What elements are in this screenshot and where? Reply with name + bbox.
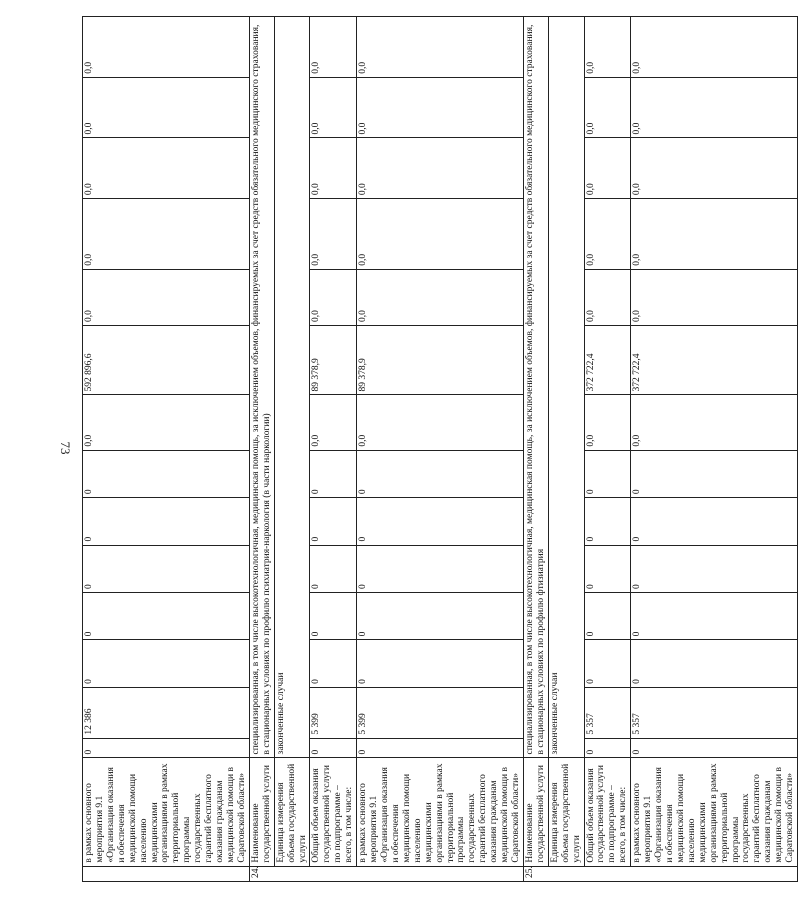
row-label: Наименование государственной услуги [523, 758, 548, 866]
value-cell: 0 [310, 450, 357, 497]
value-cell: 0 [584, 592, 631, 639]
row-label: Единица измерения объема государственной услуги [274, 758, 310, 866]
value-cell: 0,0 [310, 138, 357, 199]
row-label: Наименование государственной услуги [249, 758, 274, 866]
value-cell: 0 [310, 640, 357, 687]
value-cell: 5 357 [584, 687, 631, 738]
value-cell: 0,0 [631, 199, 798, 270]
row-label: Общий объем оказания государственной услуги по подпрограмме – всего, в том числе: [584, 758, 631, 866]
unit-value: законченные случаи [548, 17, 584, 758]
value-cell: 592 896,6 [83, 325, 250, 395]
value-cell: 0 [584, 545, 631, 592]
table-row [584, 17, 631, 882]
page-number: 73 [58, 441, 73, 455]
value-cell: 0,0 [310, 395, 357, 450]
value-cell: 0,0 [584, 395, 631, 450]
value-cell: 0 [631, 450, 798, 497]
value-cell: 0,0 [310, 199, 357, 270]
value-cell: 0 [83, 498, 250, 545]
value-cell: 0 [357, 592, 524, 639]
value-cell: 0 [357, 640, 524, 687]
value-cell: 0 [631, 640, 798, 687]
value-cell: 0 [83, 450, 250, 497]
value-cell: 0,0 [83, 77, 250, 138]
row-label: в рамках основного мероприятия 9.1 «Организация оказания и обеспечения медицинской помощи населению медицинскими организациями в рамках территориальной программы государственных гарантий бесплатного оказания гражданам медицинской помощи в Саратовской области» [83, 758, 250, 866]
value-cell: 0,0 [631, 77, 798, 138]
value-cell: 0,0 [83, 17, 250, 78]
table-row [249, 17, 274, 882]
table-row [631, 17, 798, 882]
table-row [274, 17, 310, 882]
value-cell: 5 399 [310, 687, 357, 738]
value-cell: 0 [310, 545, 357, 592]
value-cell: 0,0 [357, 138, 524, 199]
row-label: Общий объем оказания государственной услуги по подпрограмме – всего, в том числе: [310, 758, 357, 866]
value-cell: 0,0 [310, 77, 357, 138]
value-cell: 0,0 [631, 269, 798, 325]
value-cell: 0,0 [584, 199, 631, 270]
section-index: 24. [249, 866, 523, 881]
value-cell: 5 399 [357, 687, 524, 738]
value-cell: 0 [83, 592, 250, 639]
value-cell: 0,0 [631, 395, 798, 450]
value-cell: 0,0 [357, 395, 524, 450]
row-index [83, 866, 250, 881]
value-cell: 0 [83, 738, 250, 758]
section-index: 25. [523, 866, 797, 881]
value-cell: 0,0 [357, 269, 524, 325]
value-cell: 0 [310, 498, 357, 545]
value-cell: 0,0 [584, 138, 631, 199]
value-cell: 0 [631, 498, 798, 545]
value-cell: 0,0 [584, 269, 631, 325]
value-cell: 0 [357, 450, 524, 497]
value-cell: 0,0 [631, 17, 798, 78]
value-cell: 0,0 [83, 199, 250, 270]
value-cell: 0,0 [310, 17, 357, 78]
service-name: специализированная, в том числе высокотехнологичная, медицинская помощь, за исключением объемов, финансируемых за счет средств обязательного медицинского страхования, в стационарных условиях по профилю фтизиатрия [523, 17, 548, 758]
table-row [83, 17, 250, 882]
rotated-table-container [82, 16, 796, 882]
value-cell: 0 [310, 738, 357, 758]
value-cell: 0 [584, 498, 631, 545]
service-name: специализированная, в том числе высокотехнологичная, медицинская помощь, за исключением объемов, финансируемых за счет средств обязательного медицинского страхования, в стационарных условиях по профилю психиатрия-наркология (в части наркологии) [249, 17, 274, 758]
value-cell: 0 [584, 738, 631, 758]
value-cell: 372 722,4 [584, 325, 631, 395]
value-cell: 0,0 [357, 77, 524, 138]
value-cell: 0,0 [584, 17, 631, 78]
row-label: в рамках основного мероприятия 9.1 «Организация оказания и обеспечения медицинской помощи населению медицинскими организациями в рамках территориальной программы государственных гарантий бесплатного оказания гражданам медицинской помощи в Саратовской области» [631, 758, 798, 866]
value-cell: 5 357 [631, 687, 798, 738]
value-cell: 0,0 [631, 138, 798, 199]
value-cell: 0,0 [83, 269, 250, 325]
row-label: в рамках основного мероприятия 9.1 «Организация оказания и обеспечения медицинской помощи населению медицинскими организациями в рамках территориальной программы государственных гарантий бесплатного оказания гражданам медицинской помощи в Саратовской области» [357, 758, 524, 866]
value-cell: 0 [310, 592, 357, 639]
table-row [548, 17, 584, 882]
value-cell: 0,0 [83, 395, 250, 450]
value-cell: 0 [584, 640, 631, 687]
value-cell: 89 378,9 [357, 325, 524, 395]
value-cell: 12 386 [83, 687, 250, 738]
services-table [82, 16, 798, 882]
table-row [523, 17, 548, 882]
value-cell: 0 [357, 498, 524, 545]
value-cell: 0 [83, 545, 250, 592]
value-cell: 0 [357, 545, 524, 592]
table-row [357, 17, 524, 882]
table-row [310, 17, 357, 882]
value-cell: 0 [631, 738, 798, 758]
value-cell: 0,0 [357, 17, 524, 78]
value-cell: 0,0 [310, 269, 357, 325]
value-cell: 0,0 [83, 138, 250, 199]
value-cell: 0 [357, 738, 524, 758]
value-cell: 0 [83, 640, 250, 687]
value-cell: 0 [584, 450, 631, 497]
value-cell: 0 [631, 545, 798, 592]
value-cell: 0,0 [584, 77, 631, 138]
value-cell: 0 [631, 592, 798, 639]
value-cell: 372 722,4 [631, 325, 798, 395]
value-cell: 0,0 [357, 199, 524, 270]
unit-value: законченные случаи [274, 17, 310, 758]
value-cell: 89 378,9 [310, 325, 357, 395]
row-label: Единица измерения объема государственной услуги [548, 758, 584, 866]
